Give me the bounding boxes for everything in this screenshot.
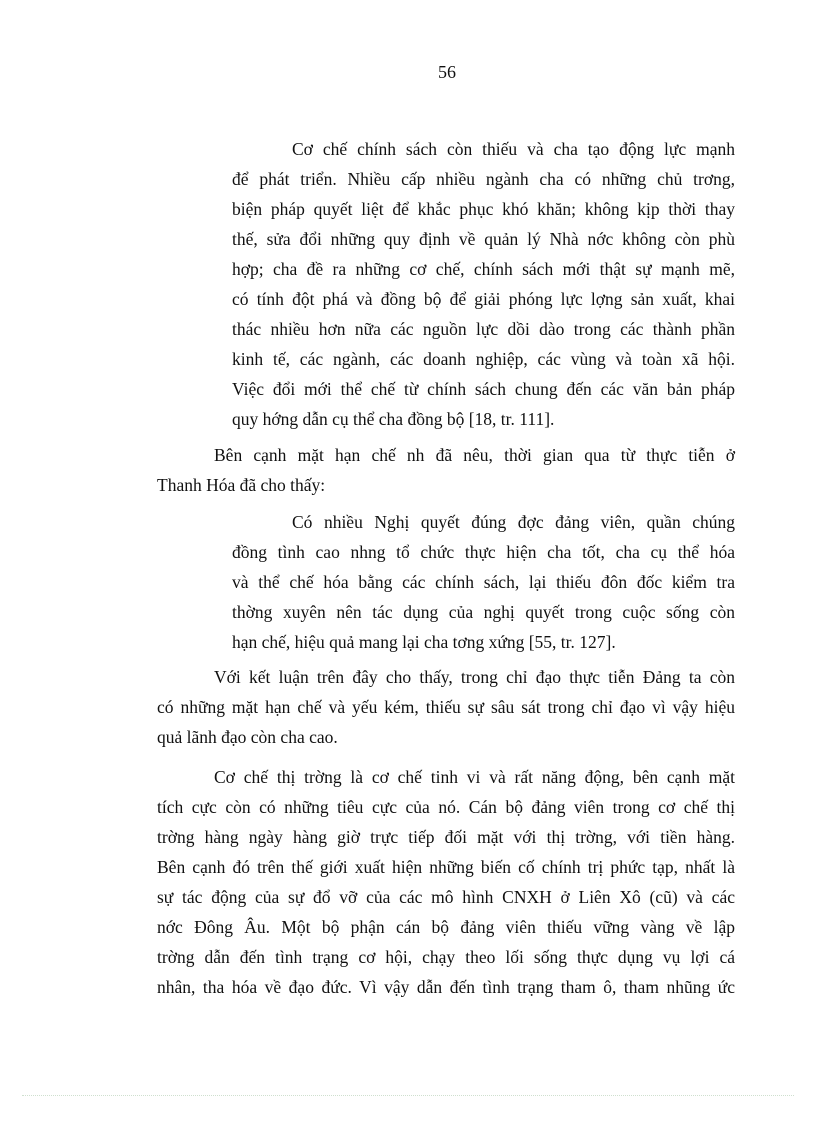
text-line: nớc Đông Âu. Một bộ phận cán bộ đảng viên thiếu vững vàng về lập	[157, 917, 735, 937]
text-line: Cơ chế thị trờng là cơ chế tinh vi và rất năng động, bên cạnh mặt	[214, 767, 735, 787]
text-line: nhân, tha hóa về đạo đức. Vì vậy dẫn đến tình trạng tham ô, tham nhũng ức	[157, 977, 735, 997]
text-line: Bên cạnh đó trên thế giới xuất hiện những biến cố chính trị phức tạp, nhất là	[157, 857, 735, 877]
text-line: tích cực còn có những tiêu cực của nó. Cán bộ đảng viên trong cơ chế thị	[157, 797, 735, 817]
paragraph-2	[157, 662, 735, 752]
text-line: Với kết luận trên đây cho thấy, trong chỉ đạo thực tiễn Đảng ta còn	[214, 667, 735, 687]
text-line: Bên cạnh mặt hạn chế nh đã nêu, thời gian qua từ thực tiễn ở	[214, 445, 735, 465]
text-line: có những mặt hạn chế và yếu kém, thiếu sự sâu sát trong chỉ đạo vì vậy hiệu	[157, 697, 735, 717]
page-number: 56	[438, 62, 456, 82]
text-line: trờng dẫn đến tình trạng cơ hội, chạy theo lối sống thực dụng vụ lợi cá	[157, 947, 735, 967]
text-line: thế, sửa đổi những quy định về quản lý Nhà nớc không còn phù	[232, 229, 735, 249]
text-line: kinh tế, các ngành, các doanh nghiệp, các vùng và toàn xã hội.	[232, 349, 735, 369]
text-line: quả lãnh đạo còn cha cao.	[157, 727, 338, 747]
quote-block-1	[232, 134, 735, 434]
text-line: hợp; cha đề ra những cơ chế, chính sách mới thật sự mạnh mẽ,	[232, 259, 735, 279]
text-line: hạn chế, hiệu quả mang lại cha tơng xứng [55, tr. 127].	[232, 632, 616, 652]
page-bottom-divider	[22, 1095, 794, 1096]
text-line: trờng hàng ngày hàng giờ trực tiếp đối mặt với thị trờng, với tiền hàng.	[157, 827, 735, 847]
text-line: quy hớng dẫn cụ thể cha đồng bộ [18, tr. 111].	[232, 409, 555, 429]
text-line: Cơ chế chính sách còn thiếu và cha tạo động lực mạnh	[292, 139, 735, 159]
text-line: Thanh Hóa đã cho thấy:	[157, 475, 326, 495]
text-line: biện pháp quyết liệt để khắc phục khó khăn; không kịp thời thay	[232, 199, 735, 219]
text-line: Có nhiều Nghị quyết đúng đợc đảng viên, quần chúng	[292, 512, 735, 532]
text-line: đồng tình cao nhng tổ chức thực hiện cha tốt, cha cụ thể hóa	[232, 542, 735, 562]
text-line: và thể chế hóa bằng các chính sách, lại thiếu đôn đốc kiểm tra	[232, 572, 735, 592]
text-line: thác nhiều hơn nữa các nguồn lực dồi dào trong các thành phần	[232, 319, 735, 339]
text-line: sự tác động của sự đổ vỡ của các mô hình CNXH ở Liên Xô (cũ) và các	[157, 887, 735, 907]
quote-block-2	[232, 507, 735, 657]
paragraph-1	[157, 440, 735, 500]
paragraph-3	[157, 762, 735, 1002]
text-line: để phát triển. Nhiều cấp nhiều ngành cha có những chủ trơng,	[232, 169, 735, 189]
text-line: có tính đột phá và đồng bộ để giải phóng lực lợng sản xuất, khai	[232, 289, 735, 309]
text-line: thờng xuyên nên tác dụng của nghị quyết trong cuộc sống còn	[232, 602, 735, 622]
text-line: Việc đổi mới thể chế từ chính sách chung đến các văn bản pháp	[232, 379, 735, 399]
